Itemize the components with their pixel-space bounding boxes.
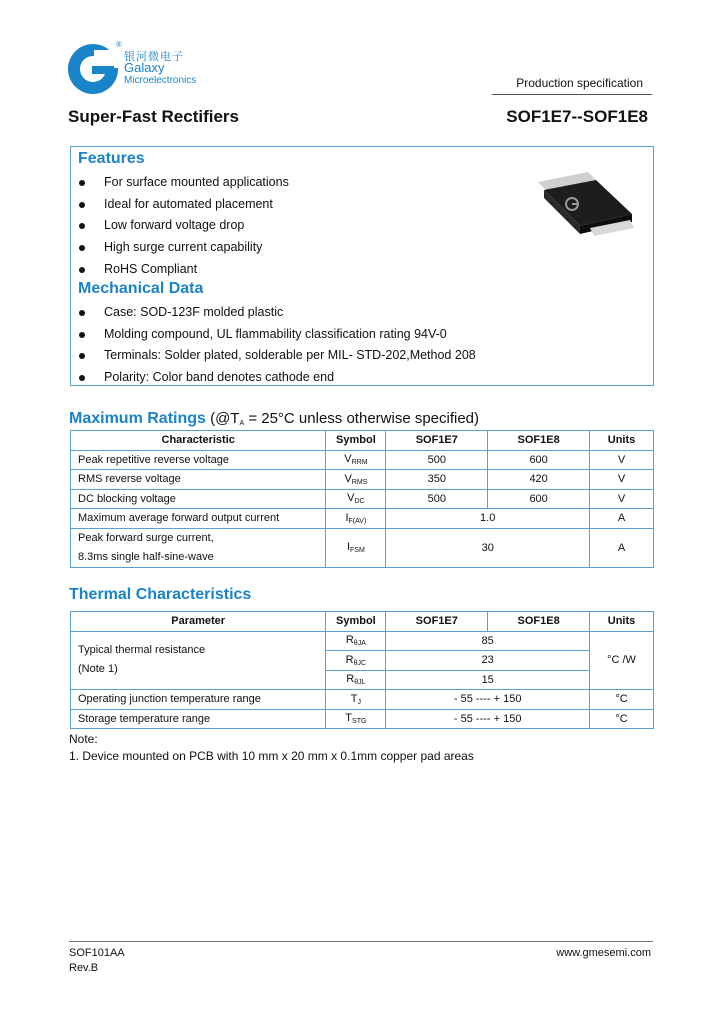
column-header: Symbol <box>326 612 386 632</box>
table-row: Storage temperature range $T_{STG}$ - 55 ---- + 150 °C <box>71 709 654 729</box>
production-spec-label: Production specification <box>516 76 643 90</box>
table-row: Maximum average forward output current $I_{F(AV)}$ 1.0 A <box>71 509 654 529</box>
table-row: DC blocking voltage $V_{DC}$ 500 600 V <box>71 489 654 509</box>
max-ratings-table <box>70 430 654 568</box>
column-header: SOF1E8 <box>488 431 590 451</box>
footer-website: www.gmesemi.com <box>556 947 651 959</box>
ratings-heading: Maximum Ratings ($@T_A = 25^\circ C$ unless otherwise specified) <box>69 410 480 427</box>
note-text: 1. Device mounted on PCB with 10 mm x 20 mm x 0.1mm copper pad areas <box>69 749 474 763</box>
list-item: RoHS Compliant <box>70 259 289 281</box>
logo-chinese-name: 银河微电子 <box>124 51 184 63</box>
list-item: Molding compound, UL flammability classification rating 94V-0 <box>70 324 476 346</box>
company-logo <box>68 44 124 96</box>
list-item: High surge current capability <box>70 237 289 259</box>
part-number: SOF1E7--SOF1E8 <box>506 107 648 126</box>
footer-revision: Rev.B <box>69 962 99 974</box>
list-item: Low forward voltage drop <box>70 215 289 237</box>
footer-rule <box>69 941 653 942</box>
thermal-table <box>70 611 654 729</box>
column-header: SOF1E7 <box>386 431 488 451</box>
list-item: For surface mounted applications <box>70 172 289 194</box>
document-title: Super-Fast Rectifiers <box>68 107 239 126</box>
column-header: SOF1E7 <box>386 612 488 632</box>
package-image <box>530 170 640 240</box>
table-row: Peak forward surge current, 8.3ms single half-sine-wave $I_{FSM}$ 30 A <box>71 528 654 567</box>
list-item: Polarity: Color band denotes cathode end <box>70 367 476 389</box>
table-row: Operating junction temperature range $T_J$ - 55 ---- + 150 °C <box>71 690 654 710</box>
table-header-row <box>71 612 654 632</box>
list-item: Case: SOD-123F molded plastic <box>70 302 476 324</box>
logo-subname: Microelectronics <box>124 75 197 86</box>
column-header: Units <box>590 612 654 632</box>
table-row: Typical thermal resistance (Note 1) $R_{\theta JA}$ 85 °C /W <box>71 631 654 651</box>
column-header: Symbol <box>326 431 386 451</box>
table-row: $R_{\theta JL}$ 15 <box>71 670 654 690</box>
mechanical-list <box>70 302 476 389</box>
column-header: Characteristic <box>71 431 326 451</box>
table-row: Peak repetitive reverse voltage $V_{RRM}$ 500 600 V <box>71 450 654 470</box>
column-header: SOF1E8 <box>488 612 590 632</box>
logo-g-icon <box>68 44 118 94</box>
table-row: $R_{\theta JC}$ 23 <box>71 651 654 671</box>
mechanical-heading: Mechanical Data <box>78 280 204 297</box>
table-row: RMS reverse voltage $V_{RMS}$ 350 420 V <box>71 470 654 490</box>
table-header-row <box>71 431 654 451</box>
footer-doc-number: SOF101AA <box>69 947 125 959</box>
header-rule <box>492 94 652 95</box>
note-label: Note: <box>69 732 98 746</box>
logo-name: Galaxy <box>124 60 165 75</box>
logo-registered-mark: ® <box>116 40 122 49</box>
features-list <box>70 172 289 280</box>
list-item: Ideal for automated placement <box>70 194 289 216</box>
column-header: Units <box>590 431 654 451</box>
thermal-heading: Thermal Characteristics <box>69 586 252 603</box>
features-heading: Features <box>78 150 145 167</box>
list-item: Terminals: Solder plated, solderable per MIL- STD-202,Method 208 <box>70 345 476 367</box>
column-header: Parameter <box>71 612 326 632</box>
